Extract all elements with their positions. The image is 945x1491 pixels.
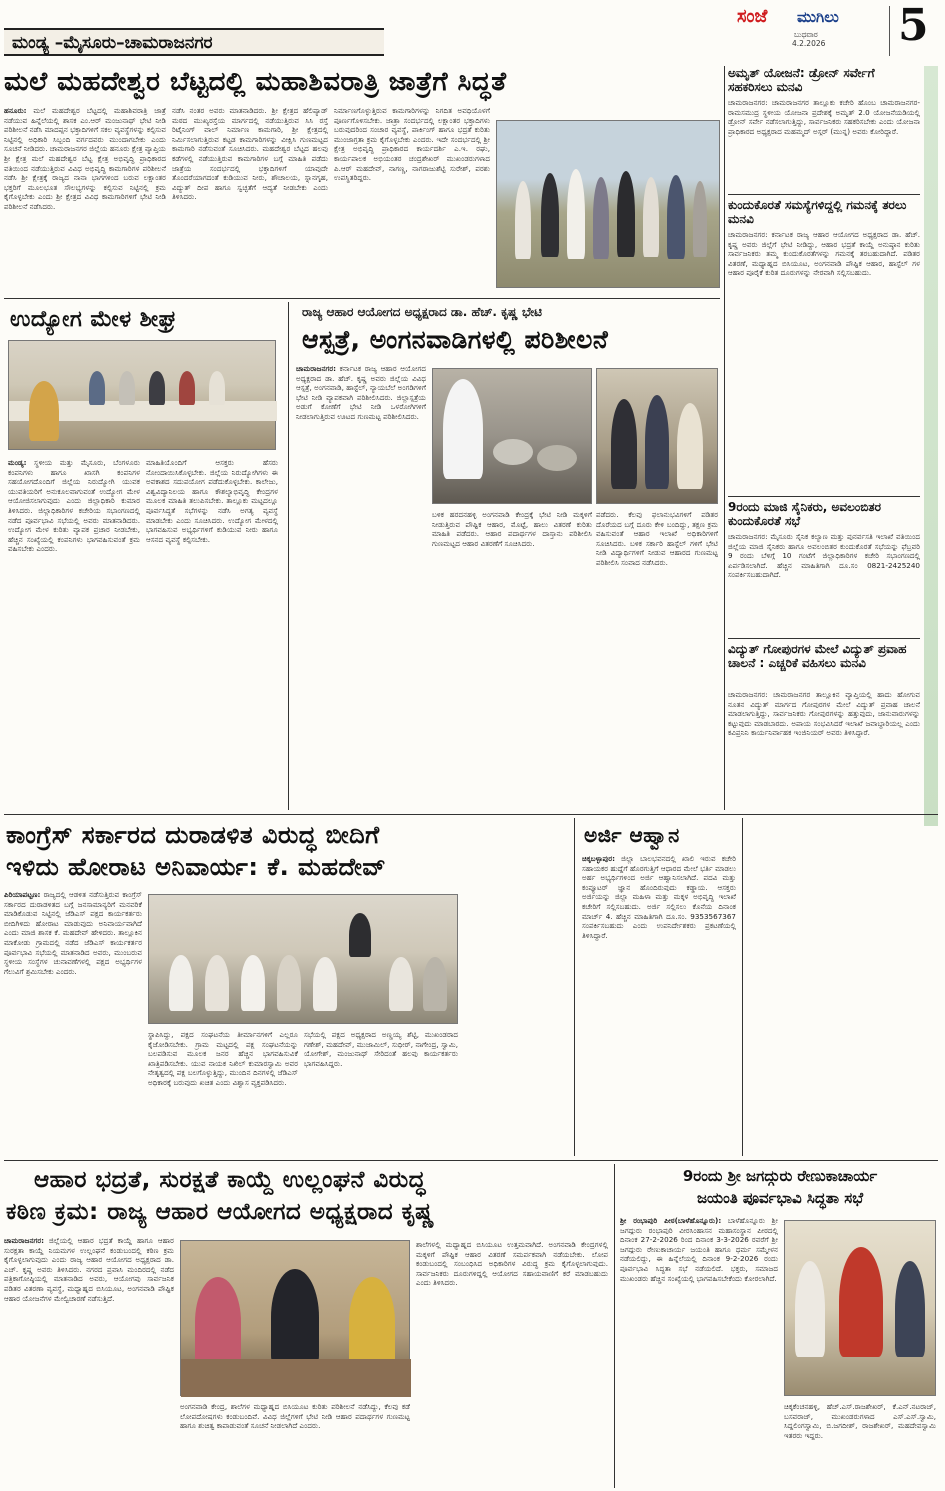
food-safety-col-2: ಅಂಗನವಾಡಿ ಕೇಂದ್ರ, ಶಾಲೆಗಳ ಮಧ್ಯಾಹ್ನದ ಬಿಸಿಯೂಟ ಕುರಿತು ಪರಿಶೀಲನೆ ನಡೆಸಿದ್ದು, ಕೆಲವು ಕಡೆ ಲೋಪದೋಷಗಳು ಕಂಡುಬಂದಿವೆ. ವಿವಿಧ ಜಿಲ್ಲೆಗಳಿಗೆ ಭೇಟಿ ನೀಡಿ ಆಹಾರ ಪದಾರ್ಥಗಳ ಗುಣಮಟ್ಟ ಹಾಗೂ ಶುಚಿತ್ವ ಕಾಪಾಡುವಂತೆ ಸೂಚನೆ ನೀಡಲಾಗಿದೆ ಎಂದರು. xyxy=(180,1402,410,1431)
renukacharya-headline-1: 9ರಂದು ಶ್ರೀ ಜಗದ್ಗುರು ರೇಣುಕಾಚಾರ್ಯ xyxy=(682,1167,878,1185)
renukacharya-text xyxy=(620,1216,778,1486)
job-fair-col-1-text: ಸ್ಥಳೀಯ ಮತ್ತು ಮೈಸೂರು, ಬೆಂಗಳೂರು ಕಂಪನಿಗಳು ಹಾಗೂ ಖಾಸಗಿ ಕಂಪನಿಗಳ ಸಹಯೋಗದೊಂದಿಗೆ ಜಿಲ್ಲೆಯ ನಿರುದ್ಯೋಗಿ ಯುವಕ ಯುವತಿಯರಿಗೆ ಅನುಕೂಲವಾಗುವಂತೆ ಉದ್ಯೋಗ ಮೇಳ ಆಯೋಜಿಸಲಾಗುವುದು ಎಂದು ಜಿಲ್ಲಾಧಿಕಾರಿ ಕುಮಾರ ತಿಳಿಸಿದರು. ಜಿಲ್ಲಾಧಿಕಾರಿಗಳ ಕಚೇರಿಯ ಸಭಾಂಗಣದಲ್ಲಿ ನಡೆದ ಪೂರ್ವಭಾವಿ ಸಭೆಯಲ್ಲಿ ಅವರು ಮಾತನಾಡಿದರು. ಉದ್ಯೋಗ ಮೇಳ ಕುರಿತು ವ್ಯಾಪಕ ಪ್ರಚಾರ ನೀಡಬೇಕು, ಹೆಚ್ಚಿನ ಸಂಖ್ಯೆಯಲ್ಲಿ ಕಂಪನಿಗಳು ಭಾಗವಹಿಸುವಂತೆ ಕ್ರಮ ವಹಿಸಬೇಕು ಎಂದರು. xyxy=(8,458,140,554)
divider-congress-arji xyxy=(574,818,575,1156)
region-header xyxy=(4,28,384,56)
arji-dateline: ಚಿಕ್ಕಬಳ್ಳಾಪುರ: xyxy=(582,854,616,863)
hospital-story xyxy=(292,302,720,810)
hospital-kicker: ರಾಜ್ಯ ಆಹಾರ ಆಯೋಗದ ಅಧ್ಯಕ್ಷರಾದ ಡಾ. ಹೆಚ್. ಕೃಷ್ಣ ಭೇಟಿ xyxy=(302,305,542,319)
hospital-col-3: ಪಡೆದರು. ಕೆಲವು ಫಲಾನುಭವಿಗಳಿಗೆ ಪಡಿತರ ದೊರೆಯದ ಬಗ್ಗೆ ದೂರು ಕೇಳಿ ಬಂದಿದ್ದು, ತಕ್ಷಣ ಕ್ರಮ ವಹಿಸುವಂತೆ ಆಹಾರ ಇಲಾಖೆ ಅಧಿಕಾರಿಗಳಿಗೆ ಸೂಚಿಸಿದರು. ಬಳಿಕ ಸರ್ಕಾರಿ ಹಾಸ್ಟೆಲ್ ಗಳಿಗೆ ಭೇಟಿ ನೀಡಿ ವಿದ್ಯಾರ್ಥಿಗಳಿಗೆ ನೀಡುವ ಆಹಾರದ ಗುಣಮಟ್ಟ ಪರಿಶೀಲಿಸಿ ಸಂವಾದ ನಡೆಸಿದರು. xyxy=(596,510,718,567)
divider-bottom-band xyxy=(4,1160,938,1161)
renukacharya-body: ಬಾಳೆಹೊನ್ನೂರು ಶ್ರೀ ಜಗದ್ಗುರು ರಂಭಾಪುರಿ ವೀರಸಿಂಹಾಸನ ಮಹಾಸಂಸ್ಥಾನ ಪೀಠದಲ್ಲಿ ದಿನಾಂಕ 27-2-2026 ರಿಂದ ದಿನಾಂಕ 3-3-2026 ರವರೆಗೆ ಶ್ರೀ ಜಗದ್ಗುರು ರೇಣುಕಾಚಾರ್ಯ ಜಯಂತಿ ಹಾಗೂ ಧರ್ಮ ಸಮ್ಮೇಳನ ನಡೆಯಲಿದ್ದು, ಈ ಹಿನ್ನೆಲೆಯಲ್ಲಿ ದಿನಾಂಕ 9-2-2026 ರಂದು ಪೂರ್ವಭಾವಿ ಸಿದ್ಧತಾ ಸಭೆ ನಡೆಯಲಿದೆ. ಭಕ್ತರು, ಸಮಾಜದ ಮುಖಂಡರು ಹೆಚ್ಚಿನ ಸಂಖ್ಯೆಯಲ್ಲಿ ಭಾಗವಹಿಸಬೇಕೆಂದು ಕೋರಲಾಗಿದೆ. xyxy=(620,1216,778,1283)
lead-col-2: ನಡೆಸಿ ನಂತರ ಅವರು ಮಾತನಾಡಿದರು. ಶ್ರೀ ಕ್ಷೇತ್ರದ ಹೆಲಿಪ್ಯಾಡ್ ಮಠದ ಮುಖ್ಯರಸ್ತೆಯ ಮಾರ್ಗದಲ್ಲಿ ನಡೆಯುತ್ತಿರುವ ಸಿಸಿ ರಸ್ತೆ ರಿಟೈನಿಂಗ್ ವಾಲ್ ನಿರ್ಮಾಣ ಕಾಮಗಾರಿ, ಶ್ರೀ ಕ್ಷೇತ್ರದಲ್ಲಿ ನಿರ್ಮಿಸಲಾಗುತ್ತಿರುವ ಕಟ್ಟಡ ಕಾಮಗಾರಿಗಳನ್ನು ವೀಕ್ಷಿಸಿ ಗುಣಮಟ್ಟದ ಕಾಮಗಾರಿ ನಡೆಸುವಂತೆ ಸೂಚಿಸಿದರು. ಮಹದೇಶ್ವರ ಬೆಟ್ಟದ ಹಲವು ಕಡೆಗಳಲ್ಲಿ ನಡೆಯುತ್ತಿರುವ ಕಾಮಗಾರಿಗಳ ಬಗ್ಗೆ ಮಾಹಿತಿ ಪಡೆದು ಜಾತ್ರೆಯ ಸಂದರ್ಭದಲ್ಲಿ ಭಕ್ತಾದಿಗಳಿಗೆ ಯಾವುದೇ ತೊಂದರೆಯಾಗದಂತೆ ಕುಡಿಯುವ ನೀರು, ಶೌಚಾಲಯ, ಸ್ನಾನಗೃಹ, ವಿದ್ಯುತ್ ದೀಪ ಹಾಗೂ ಸ್ವಚ್ಛತೆಗೆ ಆದ್ಯತೆ ನೀಡಬೇಕು ಎಂದು ತಿಳಿಸಿದರು. xyxy=(172,106,328,202)
congress-story xyxy=(4,818,570,1156)
masthead-day: ಬುಧವಾರ xyxy=(794,30,818,39)
job-fair-headline: ಉದ್ಯೋಗ ಮೇಳ ಶೀಘ್ರ xyxy=(10,307,177,332)
arji-headline: ಅರ್ಜಿ ಆಹ್ವಾನ xyxy=(584,823,680,847)
congress-headline-1: ಕಾಂಗ್ರೆಸ್ ಸರ್ಕಾರದ ದುರಾಡಳಿತ ವಿರುದ್ಧ ಬೀದಿಗೆ xyxy=(6,821,380,849)
renukacharya-dateline: ಶ್ರೀ ರಂಭಾಪುರಿ ಪೀಠ(ಬಾಳೆಹೊನ್ನೂರು): xyxy=(620,1216,722,1225)
lead-col-3: ನಿರ್ಮಾಣಗೊಳ್ಳುತ್ತಿರುವ ಕಾಮಗಾರಿಗಳನ್ನು ನಿಗದಿತ ಅವಧಿಯೊಳಗೆ ಪೂರ್ಣಗೊಳಿಸಬೇಕು. ಜಾತ್ರಾ ಸಂದರ್ಭದಲ್ಲಿ ಲಕ್ಷಾಂತರ ಭಕ್ತಾದಿಗಳು ಬರುವುದರಿಂದ ಸಂಚಾರ ವ್ಯವಸ್ಥೆ, ಪಾರ್ಕಿಂಗ್ ಹಾಗೂ ಭದ್ರತೆ ಕುರಿತು ಮುಂಜಾಗ್ರತಾ ಕ್ರಮ ಕೈಗೊಳ್ಳಬೇಕು ಎಂದರು. ಇದೇ ಸಂದರ್ಭದಲ್ಲಿ ಶ್ರೀ ಕ್ಷೇತ್ರ ಅಭಿವೃದ್ಧಿ ಪ್ರಾಧಿಕಾರದ ಕಾರ್ಯದರ್ಶಿ ಎ.ಇ. ರಘು, ಕಾರ್ಯಪಾಲಕ ಅಭಿಯಂತರ ಚಂದ್ರಶೇಖರ್ ಮುಖಂಡರುಗಳಾದ ಪಿ.ಆರ್ ಮಹದೇವ್, ನಾಗಣ್ಣ, ನಾಗರಾಜುಶೆಟ್ಟಿ ಸುರೇಶ್, ಪರಶು ಉಪಸ್ಥಿತರಿದ್ದರು. xyxy=(334,106,490,183)
arji-text xyxy=(582,854,736,1154)
right-column xyxy=(728,66,920,810)
masthead-divider xyxy=(889,6,890,56)
divider-food-renuka xyxy=(614,1164,615,1488)
masthead-date-line xyxy=(770,30,885,48)
arji-body: ಜಿಲ್ಲಾ ಬಾಲಭವನದಲ್ಲಿ ಖಾಲಿ ಇರುವ ಕಚೇರಿ ಸಹಾಯಕರ ಹುದ್ದೆಗೆ ಹೊರಗುತ್ತಿಗೆ ಆಧಾರದ ಮೇಲೆ ಭರ್ತಿ ಮಾಡಲು ಅರ್ಹ ಅಭ್ಯರ್ಥಿಗಳಿಂದ ಅರ್ಜಿ ಆಹ್ವಾನಿಸಲಾಗಿದೆ. ಪದವಿ ಮತ್ತು ಕಂಪ್ಯೂಟರ್ ಜ್ಞಾನ ಹೊಂದಿರುವುದು ಕಡ್ಡಾಯ. ಆಸಕ್ತರು ಅರ್ಜಿಯನ್ನು ಜಿಲ್ಲಾ ಮಹಿಳಾ ಮತ್ತು ಮಕ್ಕಳ ಅಭಿವೃದ್ಧಿ ಇಲಾಖೆ ಕಚೇರಿಗೆ ಸಲ್ಲಿಸಬಹುದು. ಅರ್ಜಿ ಸಲ್ಲಿಸಲು ಕೊನೆಯ ದಿನಾಂಕ ಮಾರ್ಚ್ 4. ಹೆಚ್ಚಿನ ಮಾಹಿತಿಗಾಗಿ ದೂ.ಸಂ. 9353567367 ಸಂಪರ್ಕಿಸಬಹುದು ಎಂದು ಉಪನಿರ್ದೇಶಕರು ಪ್ರಕಟಣೆಯಲ್ಲಿ ತಿಳಿಸಿದ್ದಾರೆ. xyxy=(582,854,736,940)
congress-col-4 xyxy=(464,1030,568,1154)
power-tower-text: ಚಾಮರಾಜನಗರ: ಚಾಮರಾಜನಗರ ತಾಲ್ಲೂಕಿನ ವ್ಯಾಪ್ತಿಯಲ್ಲಿ ಹಾದು ಹೋಗುವ ನೂತನ ವಿದ್ಯುತ್ ಮಾರ್ಗದ ಗೋಪುರಗಳ ಮೇಲೆ ವಿದ್ಯುತ್ ಪ್ರವಾಹ ಚಾಲನೆ ಮಾಡಲಾಗುತ್ತಿದ್ದು, ಸಾರ್ವಜನಿಕರು ಗೋಪುರಗಳನ್ನು ಹತ್ತುವುದು, ಜಾನುವಾರುಗಳನ್ನು ಕಟ್ಟುವುದು ಮಾಡಬಾರದು. ಅಪಾಯ ಸಂಭವಿಸಿದರೆ ಇಲಾಖೆ ಜವಾಬ್ದಾರಿಯಲ್ಲ ಎಂದು ಕವಿಪ್ರನಿನಿ ಕಾರ್ಯನಿರ್ವಾಹಕ ಇಂಜಿನಿಯರ್ ಅವರು ತಿಳಿಸಿದ್ದಾರೆ. xyxy=(728,690,920,738)
lead-col-1 xyxy=(4,106,166,292)
congress-col-3: ಸಭೆಯಲ್ಲಿ ಪಕ್ಷದ ಅಧ್ಯಕ್ಷರಾದ ಅಣ್ಣಯ್ಯ ಶೆಟ್ಟಿ, ಮುಖಂಡರಾದ ಗಣೇಶ್, ಮಹದೇವ್, ಮುಜಾಮಿಲ್, ಸುಧೀರ್, ನಾಗೇಂದ್ರ, ಸ್ವಾಮಿ, ಯೋಗೇಶ್, ಮಂಜುನಾಥ್ ಸೇರಿದಂತೆ ಹಲವು ಕಾರ್ಯಕರ್ತರು ಭಾಗವಹಿಸಿದ್ದರು. xyxy=(304,1030,458,1068)
arji-story xyxy=(578,818,738,1156)
exservicemen-text: ಚಾಮರಾಜನಗರ: ಮೈಸೂರು ಸೈನಿಕ ಕಲ್ಯಾಣ ಮತ್ತು ಪುನರ್ವಸತಿ ಇಲಾಖೆ ವತಿಯಿಂದ ಜಿಲ್ಲೆಯ ಮಾಜಿ ಸೈನಿಕರು ಹಾಗೂ ಅವಲಂಬಿತರ ಕುಂದುಕೊರತೆ ಸಭೆಯನ್ನು ಫೆಬ್ರವರಿ 9 ರಂದು ಬೆಳಿಗ್ಗೆ 10 ಗಂಟೆಗೆ ಜಿಲ್ಲಾಧಿಕಾರಿಗಳ ಕಚೇರಿ ಸಭಾಂಗಣದಲ್ಲಿ ಏರ್ಪಡಿಸಲಾಗಿದೆ. ಹೆಚ್ಚಿನ ಮಾಹಿತಿಗಾಗಿ ದೂ.ಸಂ 0821-2425240 ಸಂಪರ್ಕಿಸಬಹುದಾಗಿದೆ. xyxy=(728,532,920,580)
congress-col-2: ಸ್ಥಾಪಿಸಿದ್ದು, ಪಕ್ಷದ ಸಂಘಟನೆಯ ತೀರ್ಮಾನಗಳಿಗೆ ಎಲ್ಲರೂ ಕೈಜೋಡಿಸಬೇಕು. ಗ್ರಾಮ ಮಟ್ಟದಲ್ಲಿ ಪಕ್ಷ ಸಂಘಟನೆಯನ್ನು ಬಲಪಡಿಸುವ ಮೂಲಕ ಜನರ ಹೆಚ್ಚಿನ ಭಾಗವಹಿಸುವಿಕೆ ಖಾತ್ರಿಪಡಿಸಬೇಕು. ಯುವ ನಾಯಕ ನಿಖಿಲ್ ಕುಮಾರಸ್ವಾಮಿ ಅವರ ನೇತೃತ್ವದಲ್ಲಿ ಪಕ್ಷ ಬಲಗೊಳ್ಳುತ್ತಿದ್ದು, ಮುಂದಿನ ದಿನಗಳಲ್ಲಿ ಜೆಡಿಎಸ್ ಅಧಿಕಾರಕ್ಕೆ ಬರುವುದು ಖಚಿತ ಎಂದು ವಿಶ್ವಾಸ ವ್ಯಕ್ತಪಡಿಸಿದರು. xyxy=(148,1030,298,1087)
hospital-col-1 xyxy=(296,364,426,806)
job-fair-photo xyxy=(8,340,276,450)
divider-right-column xyxy=(724,66,725,810)
region-title: ಮಂಡ್ಯ –ಮೈಸೂರು–ಚಾಮರಾಜನಗರ xyxy=(12,33,213,53)
divider-jobfair-hospital xyxy=(288,302,289,810)
renukacharya-headline-2: ಜಯಂತಿ ಪೂರ್ವಭಾವಿ ಸಿದ್ಧತಾ ಸಭೆ xyxy=(696,1189,864,1207)
divider-arji-right xyxy=(742,818,743,1156)
hospital-photo xyxy=(432,368,592,504)
congress-dateline: ಪಿರಿಯಾಪಟ್ಟಣ: xyxy=(4,890,41,899)
page-number: 5 xyxy=(898,0,929,51)
hospital-col-1-text: ಕರ್ನಾಟಕ ರಾಜ್ಯ ಆಹಾರ ಆಯೋಗದ ಅಧ್ಯಕ್ಷರಾದ ಡಾ. ಹೆಚ್. ಕೃಷ್ಣ ಅವರು ಜಿಲ್ಲೆಯ ವಿವಿಧ ಆಸ್ಪತ್ರೆ, ಅಂಗನವಾಡಿ, ಹಾಸ್ಟೆಲ್, ನ್ಯಾಯಬೆಲೆ ಅಂಗಡಿಗಳಿಗೆ ಭೇಟಿ ನೀಡಿ ವ್ಯಾಪಕವಾಗಿ ಪರಿಶೀಲಿಸಿದರು. ಜಿಲ್ಲಾಸ್ಪತ್ರೆಯ ಅಡುಗೆ ಕೋಣೆಗೆ ಭೇಟಿ ನೀಡಿ ಒಳರೋಗಿಗಳಿಗೆ ನೀಡಲಾಗುತ್ತಿರುವ ಊಟದ ಗುಣಮಟ್ಟ ಪರಿಶೀಲಿಸಿದರು. xyxy=(296,364,426,421)
hospital-headline: ಆಸ್ಪತ್ರೆ, ಅಂಗನವಾಡಿಗಳಲ್ಲಿ ಪರಿಶೀಲನೆ xyxy=(302,325,609,354)
divider-lead-bottom xyxy=(4,298,720,299)
renukacharya-story xyxy=(618,1164,938,1488)
anganwadi-photo xyxy=(596,368,718,504)
job-fair-col-2: ಮಾಹಿತಿಯೊಂದಿಗೆ ಆಸಕ್ತರು ಹೆಸರು ನೋಂದಾಯಿಸಿಕೊಳ್ಳಬೇಕು. ಜಿಲ್ಲೆಯ ನಿರುದ್ಯೋಗಿಗಳು ಈ ಅವಕಾಶದ ಸದುಪಯೋಗ ಪಡೆದುಕೊಳ್ಳಬೇಕು. ಕಾಲೇಜು, ವಿಶ್ವವಿದ್ಯಾನಿಲಯ ಹಾಗೂ ಕೌಶಲ್ಯಾಭಿವೃದ್ಧಿ ಕೇಂದ್ರಗಳ ಮೂಲಕ ಮಾಹಿತಿ ತಲುಪಿಸಬೇಕು. ತಾಲ್ಲೂಕು ಮಟ್ಟದಲ್ಲೂ ಪೂರ್ವಸಿದ್ಧತೆ ಸಭೆಗಳನ್ನು ನಡೆಸಿ ಅಗತ್ಯ ವ್ಯವಸ್ಥೆ ಮಾಡಬೇಕು ಎಂದು ಸೂಚಿಸಿದರು. ಉದ್ಯೋಗ ಮೇಳದಲ್ಲಿ ಭಾಗವಹಿಸುವ ಅಭ್ಯರ್ಥಿಗಳಿಗೆ ಕುಡಿಯುವ ನೀರು ಹಾಗೂ ಆಸನದ ವ್ಯವಸ್ಥೆ ಕಲ್ಪಿಸಬೇಕು. xyxy=(146,458,278,544)
job-fair-col-1 xyxy=(8,458,140,806)
hospital-dateline: ಚಾಮರಾಜನಗರ: xyxy=(296,364,337,373)
divider-mid-page xyxy=(4,814,938,815)
masthead xyxy=(0,0,945,62)
lead-story xyxy=(4,62,720,294)
food-safety-col-1-text: ಜಿಲ್ಲೆಯಲ್ಲಿ ಆಹಾರ ಭದ್ರತೆ ಕಾಯ್ದೆ ಹಾಗೂ ಆಹಾರ ಸುರಕ್ಷತಾ ಕಾಯ್ದೆ ನಿಯಮಗಳ ಉಲ್ಲಂಘನೆ ಕಂಡುಬಂದಲ್ಲಿ ಕಠಿಣ ಕ್ರಮ ಕೈಗೊಳ್ಳಲಾಗುವುದು ಎಂದು ರಾಜ್ಯ ಆಹಾರ ಆಯೋಗದ ಅಧ್ಯಕ್ಷರಾದ ಡಾ. ಎಚ್. ಕೃಷ್ಣ ಅವರು ತಿಳಿಸಿದರು. ನಗರದ ಪ್ರವಾಸಿ ಮಂದಿರದಲ್ಲಿ ನಡೆದ ಪತ್ರಿಕಾಗೋಷ್ಠಿಯಲ್ಲಿ ಮಾತನಾಡಿದ ಅವರು, ಆಯೋಗವು ಸಾರ್ವಜನಿಕ ಪಡಿತರ ವಿತರಣಾ ವ್ಯವಸ್ಥೆ, ಮಧ್ಯಾಹ್ನದ ಬಿಸಿಯೂಟ, ಅಂಗನವಾಡಿ ಪೌಷ್ಟಿಕ ಆಹಾರ ಯೋಜನೆಗಳ ಮೇಲ್ವಿಚಾರಣೆ ನಡೆಸುತ್ತಿದೆ. xyxy=(4,1236,174,1303)
lead-headline: ಮಲೆ ಮಹದೇಶ್ವರ ಬೆಟ್ಟದಲ್ಲಿ ಮಹಾಶಿವರಾತ್ರಿ ಜಾತ್ರೆಗೆ ಸಿದ್ಧತೆ xyxy=(4,67,507,97)
congress-headline-2: ಇಳಿದು ಹೋರಾಟ ಅನಿವಾರ್ಯ: ಕೆ. ಮಹದೇವ್ xyxy=(6,853,387,881)
congress-col-1-text: ರಾಜ್ಯದಲ್ಲಿ ಆಡಳಿತ ನಡೆಸುತ್ತಿರುವ ಕಾಂಗ್ರೆಸ್ ಸರ್ಕಾರದ ದುರಾಡಳಿತದ ಬಗ್ಗೆ ಜನಸಾಮಾನ್ಯರಿಗೆ ಮನವರಿಕೆ ಮಾಡಿಕೊಡುವ ನಿಟ್ಟಿನಲ್ಲಿ ಜೆಡಿಎಸ್ ಪಕ್ಷದ ಕಾರ್ಯಕರ್ತರು ಬೀದಿಗಿಳಿದು ಹೋರಾಟ ಮಾಡುವುದು ಅನಿವಾರ್ಯವಾಗಿದೆ ಎಂದು ಮಾಜಿ ಶಾಸಕ ಕೆ. ಮಹದೇವ್ ಹೇಳಿದರು. ತಾಲ್ಲೂಕಿನ ಮಾಕೋಡು ಗ್ರಾಮದಲ್ಲಿ ನಡೆದ ಜೆಡಿಎಸ್ ಕಾರ್ಯಕರ್ತರ ಪೂರ್ವಭಾವಿ ಸಭೆಯಲ್ಲಿ ಮಾತನಾಡಿದ ಅವರು, ಮುಂಬರುವ ಸ್ಥಳೀಯ ಸಂಸ್ಥೆಗಳ ಚುನಾವಣೆಗಳಲ್ಲಿ ಪಕ್ಷದ ಅಭ್ಯರ್ಥಿಗಳ ಗೆಲುವಿಗೆ ಶ್ರಮಿಸಬೇಕು ಎಂದರು. xyxy=(4,890,142,976)
food-safety-col-1 xyxy=(4,1236,174,1486)
lead-photo xyxy=(496,120,720,288)
paper-name-mugilu: ಮುಗಿಲು xyxy=(797,8,839,26)
job-fair-dateline: ಮಂಡ್ಯ: xyxy=(8,458,27,467)
power-tower-continued xyxy=(746,822,936,1152)
power-tower-headline: ವಿದ್ಯುತ್ ಗೋಪುರಗಳ ಮೇಲೆ ವಿದ್ಯುತ್ ಪ್ರವಾಹ ಚಾಲನೆ : ಎಚ್ಚರಿಕೆ ವಹಿಸಲು ಮನವಿ xyxy=(728,642,907,670)
hospital-col-2: ಬಳಿಕ ಹರದನಹಳ್ಳಿ ಅಂಗನವಾಡಿ ಕೇಂದ್ರಕ್ಕೆ ಭೇಟಿ ನೀಡಿ ಮಕ್ಕಳಿಗೆ ನೀಡುತ್ತಿರುವ ಪೌಷ್ಟಿಕ ಆಹಾರ, ಮೊಟ್ಟೆ, ಹಾಲು ವಿತರಣೆ ಕುರಿತು ಮಾಹಿತಿ ಪಡೆದರು. ಆಹಾರ ಪದಾರ್ಥಗಳ ದಾಸ್ತಾನು ಪರಿಶೀಲಿಸಿ ಗುಣಮಟ್ಟದ ಆಹಾರ ವಿತರಣೆಗೆ ಸೂಚಿಸಿದರು. xyxy=(432,510,592,548)
amrut-text: ಚಾಮರಾಜನಗರ: ಚಾಮರಾಜನಗರ ತಾಲ್ಲೂಕು ಕಚೇರಿ ಹೊಂಬ ಚಾಮರಾಜನಗರ-ರಾಮಸಮುದ್ರ ಸ್ಥಳೀಯ ಯೋಜನಾ ಪ್ರದೇಶಕ್ಕೆ ಅಮೃತ್ 2.0 ಯೋಜನೆಯಡಿಯಲ್ಲಿ ಡ್ರೋನ್ ಸರ್ವೇ ನಡೆಸಲಾಗುತ್ತಿದ್ದು, ಸಾರ್ವಜನಿಕರು ಸಹಕರಿಸಬೇಕು ಎಂದು ಯೋಜನಾ ಪ್ರಾಧಿಕಾರದ ಅಧ್ಯಕ್ಷರಾದ ಮಹಮ್ಮದ್ ಅಸ್ಗರ್ (ಮುನ್ನ) ಅವರು ಕೋರಿದ್ದಾರೆ. xyxy=(728,98,920,136)
food-safety-photo xyxy=(180,1240,410,1396)
food-safety-dateline: ಚಾಮರಾಜನಗರ: xyxy=(4,1236,45,1245)
food-safety-headline-1: ಆಹಾರ ಭದ್ರತೆ, ಸುರಕ್ಷತೆ ಕಾಯ್ದೆ ಉಲ್ಲಂಘನೆ ವಿರುದ್ಧ xyxy=(34,1167,426,1193)
grievance-headline: ಕುಂದುಕೊರತೆ ಸಮಸ್ಯೆಗಳಿದ್ದಲ್ಲಿ ಗಮನಕ್ಕೆ ತರಲು ಮನವಿ xyxy=(728,198,907,226)
lead-col-1-text: ಮಲೆ ಮಹದೇಶ್ವರ ಬೆಟ್ಟದಲ್ಲಿ ಮಹಾಶಿವರಾತ್ರಿ ಜಾತ್ರೆ ನಡೆಯುವ ಹಿನ್ನೆಲೆಯಲ್ಲಿ ಶಾಸಕ ಎಂ.ಆರ್ ಮಂಜುನಾಥ್ ಭೇಟಿ ನೀಡಿ ಪರಿಶೀಲನೆ ನಡೆಸಿ ಮಾದಪ್ಪನ ಭಕ್ತಾದಿಗಳಿಗೆ ಸಕಲ ವ್ಯವಸ್ಥೆಗಳನ್ನು ಕಲ್ಪಿಸುವ ನಿಟ್ಟಿನಲ್ಲಿ ಅಧಿಕಾರಿ ಸಿಬ್ಬಂದಿ ವರ್ಗದವರು ಮುಂದಾಗಬೇಕು ಎಂದು ಸೂಚನೆ ನೀಡಿದರು. ಚಾಮರಾಜನಗರ ಜಿಲ್ಲೆಯ ಹನೂರು ಕ್ಷೇತ್ರ ವ್ಯಾಪ್ತಿಯ ಶ್ರೀ ಕ್ಷೇತ್ರ ಮಲೆ ಮಹದೇಶ್ವರ ಬೆಟ್ಟ ಕ್ಷೇತ್ರ ಅಭಿವೃದ್ಧಿ ಪ್ರಾಧಿಕಾರದ ವತಿಯಿಂದ ನಡೆಯುತ್ತಿರುವ ವಿವಿಧ ಅಭಿವೃದ್ಧಿ ಕಾಮಗಾರಿಗಳ ಪರಿಶೀಲನೆ ನಡೆಸಿ ಶ್ರೀ ಕ್ಷೇತ್ರಕ್ಕೆ ರಾಜ್ಯದ ನಾನಾ ಭಾಗಗಳಿಂದ ಬರುವ ಲಕ್ಷಾಂತರ ಭಕ್ತರಿಗೆ ಮೂಲಭೂತ ಸೌಲಭ್ಯಗಳನ್ನು ಕಲ್ಪಿಸುವ ನಿಟ್ಟಿನಲ್ಲಿ ಕ್ರಮ ಕೈಗೊಳ್ಳಬೇಕು ಎಂದು ಶ್ರೀ ಕ್ಷೇತ್ರದ ವಿವಿಧ ಕಾಮಗಾರಿಗಳಿಗೆ ಭೇಟಿ ನೀಡಿ ಪರಿಶೀಲನೆ ನಡೆಸಿದರು. xyxy=(4,106,166,211)
lead-dateline: ಹನೂರು: xyxy=(4,106,27,115)
exservicemen-headline: 9ರಂದು ಮಾಜಿ ಸೈನಿಕರು, ಅವಲಂಬಿತರ ಕುಂದುಕೊರತೆ ಸಭೆ xyxy=(728,500,881,528)
amrut-headline: ಅಮೃತ್ ಯೋಜನೆ: ಡ್ರೋನ್ ಸರ್ವೇಗೆ ಸಹಕರಿಸಲು ಮನವಿ xyxy=(728,66,875,94)
congress-photo xyxy=(148,894,458,1024)
food-safety-headline-2: ಕಠಿಣ ಕ್ರಮ: ರಾಜ್ಯ ಆಹಾರ ಆಯೋಗದ ಅಧ್ಯಕ್ಷರಾದ ಕೃಷ್ಣ xyxy=(6,1199,435,1225)
page-edge-strip xyxy=(924,66,938,826)
job-fair-story xyxy=(4,302,284,810)
food-safety-col-3: ಶಾಲೆಗಳಲ್ಲಿ ಮಧ್ಯಾಹ್ನದ ಬಿಸಿಯೂಟ ಉತ್ತಮವಾಗಿದೆ. ಅಂಗನವಾಡಿ ಕೇಂದ್ರಗಳಲ್ಲಿ ಮಕ್ಕಳಿಗೆ ಪೌಷ್ಟಿಕ ಆಹಾರ ವಿತರಣೆ ಸಮರ್ಪಕವಾಗಿ ನಡೆಯಬೇಕು. ಲೋಪ ಕಂಡುಬಂದಲ್ಲಿ ಸಂಬಂಧಿಸಿದ ಅಧಿಕಾರಿಗಳ ವಿರುದ್ಧ ಕ್ರಮ ಕೈಗೊಳ್ಳಲಾಗುವುದು. ಸಾರ್ವಜನಿಕರು ದೂರುಗಳಿದ್ದಲ್ಲಿ ಆಯೋಗದ ಸಹಾಯವಾಣಿಗೆ ಕರೆ ಮಾಡಬಹುದು ಎಂದು ತಿಳಿಸಿದರು. xyxy=(416,1240,608,1288)
food-safety-story xyxy=(4,1164,610,1488)
renukacharya-photo xyxy=(784,1220,936,1396)
paper-name-sanje: ಸಂಜೆ xyxy=(737,6,768,27)
masthead-date: 4.2.2026 xyxy=(792,39,826,48)
renukacharya-caption: ಚಿಕ್ಕಕೆಂಚನಹಳ್ಳಿ, ಹೆಚ್.ಎಸ್.ರಾಜಶೇಖರ್, ಕೆ.ಎನ್.ನಟರಾಜ್, ಬಸವರಾಜ್, ಮುಖಂಡರುಗಳಾದ ಎಸ್.ಎಸ್.ಸ್ವಾಮಿ, ಸಿದ್ದಲಿಂಗಸ್ವಾಮಿ, ಬಿ.ಜಗದೀಶ್, ರಾಜಶೇಖರ್, ಮಹದೇವಸ್ವಾಮಿ ಇತರರು ಇದ್ದರು. xyxy=(784,1402,936,1440)
grievance-text: ಚಾಮರಾಜನಗರ: ಕರ್ನಾಟಕ ರಾಜ್ಯ ಆಹಾರ ಆಯೋಗದ ಅಧ್ಯಕ್ಷರಾದ ಡಾ. ಹೆಚ್. ಕೃಷ್ಣ ಅವರು ಜಿಲ್ಲೆಗೆ ಭೇಟಿ ನೀಡಿದ್ದು, ಆಹಾರ ಭದ್ರತೆ ಕಾಯ್ದೆ ಅನುಷ್ಠಾನ ಕುರಿತು ಸಾರ್ವಜನಿಕರು ತಮ್ಮ ಕುಂದುಕೊರತೆಗಳನ್ನು ಗಮನಕ್ಕೆ ತರಬಹುದಾಗಿದೆ. ಪಡಿತರ ವಿತರಣೆ, ಮಧ್ಯಾಹ್ನದ ಬಿಸಿಯೂಟ, ಅಂಗನವಾಡಿ ಪೌಷ್ಟಿಕ ಆಹಾರ, ಹಾಸ್ಟೆಲ್ ಗಳ ಆಹಾರ ಪೂರೈಕೆ ಕುರಿತ ದೂರುಗಳನ್ನು ನೇರವಾಗಿ ಸಲ್ಲಿಸಬಹುದು. xyxy=(728,230,920,278)
congress-col-1 xyxy=(4,890,142,1154)
